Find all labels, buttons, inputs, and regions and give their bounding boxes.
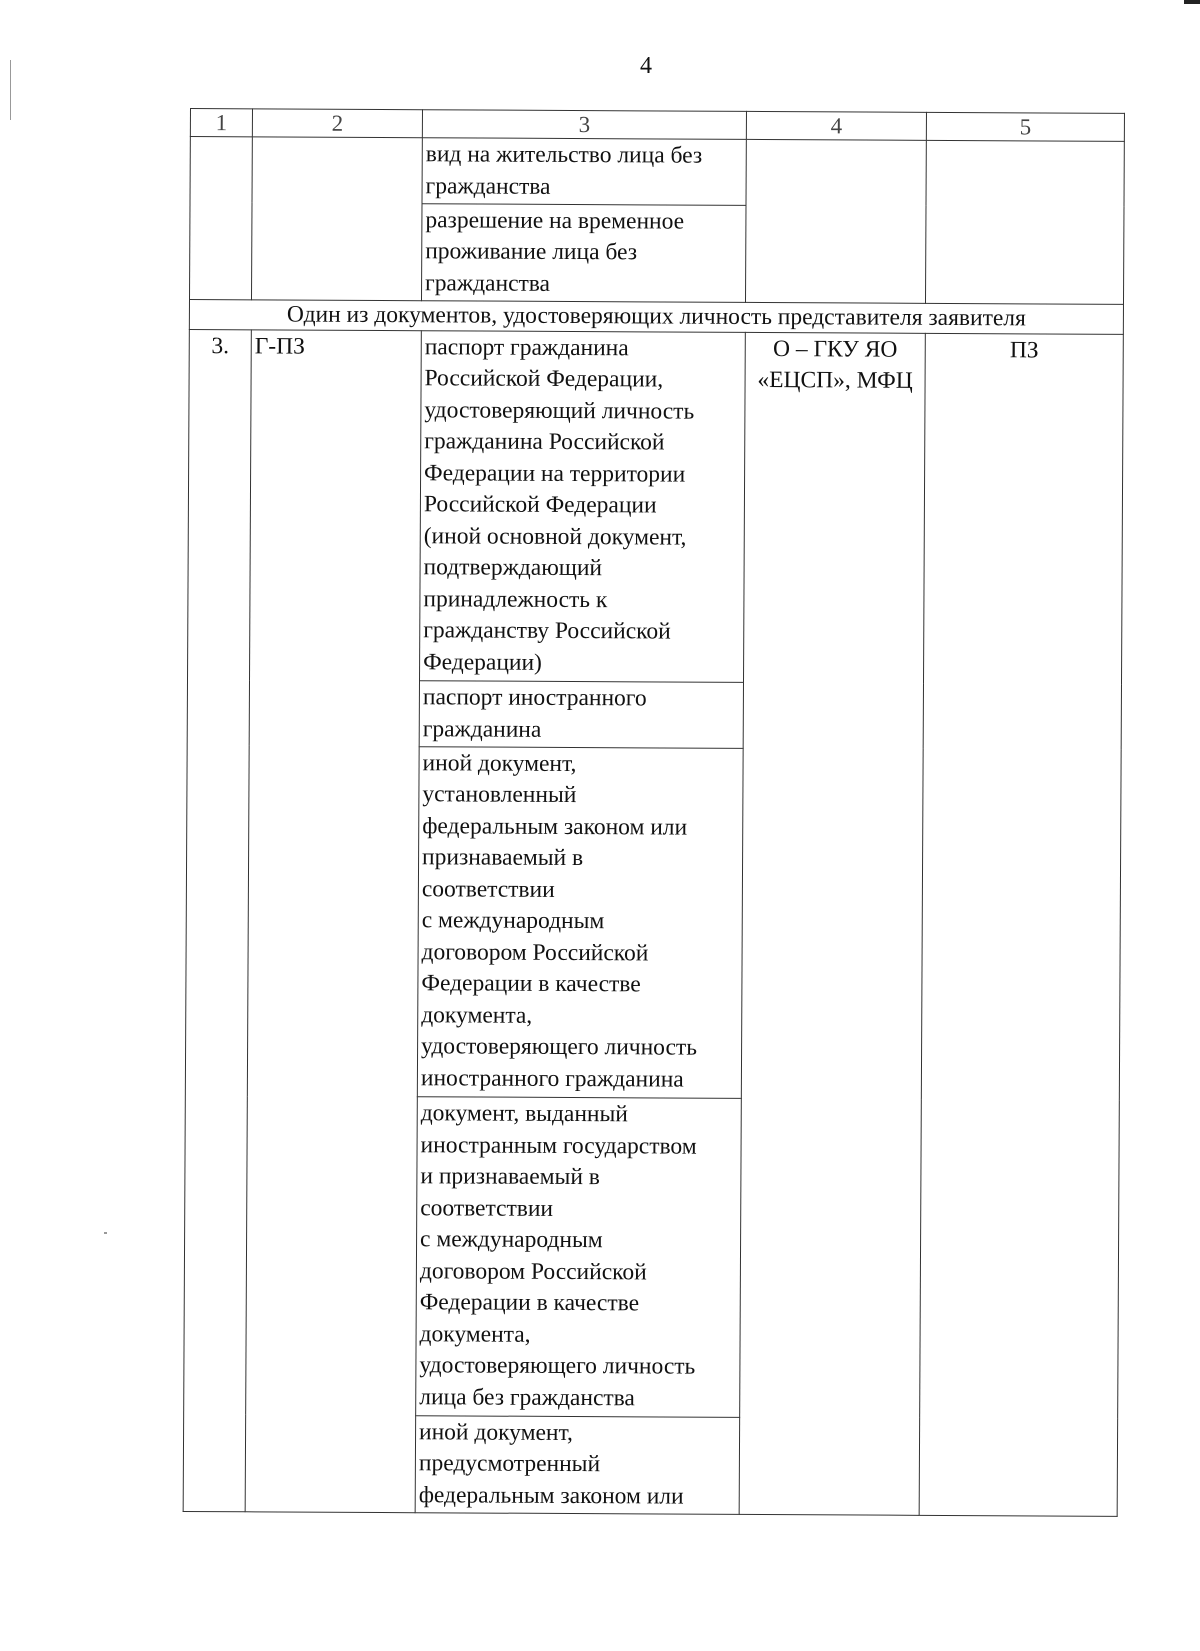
doc-stateless-person: документ, выданный иностранным государством и признаваемый в соответствии с международным договором Российской Федерации в качестве документа, удостоверяющего личность лица без гражданства bbox=[416, 1097, 742, 1418]
cont-col-4 bbox=[745, 140, 926, 303]
row-number: 3. bbox=[183, 329, 251, 1512]
table-row bbox=[188, 329, 1124, 684]
row-code: Г-ПЗ bbox=[245, 330, 421, 1513]
doc-foreign-passport: паспорт иностранного гражданина bbox=[419, 681, 743, 748]
header-col-4: 4 bbox=[746, 111, 926, 140]
scan-edge-mark bbox=[10, 60, 11, 120]
doc-other-foreign-citizen: иной документ, установленный федеральным законом или признаваемый в соответствии с международным договором Российской Федерации в качестве документа, удостоверяющего личность иностранного гражданина bbox=[417, 746, 743, 1098]
header-col-5: 5 bbox=[926, 112, 1124, 141]
section-title-row bbox=[189, 299, 1123, 334]
cont-doc-residence-permit: вид на жительство лица без гражданства bbox=[422, 138, 746, 205]
section-title: Один из документов, удостоверяющих личность представителя заявителя bbox=[189, 299, 1123, 334]
page-number: 4 bbox=[640, 53, 652, 79]
scan-speck bbox=[104, 1232, 107, 1234]
doc-russian-passport: паспорт гражданина Российской Федерации, удостоверяющий личность гражданина Российской Федерации на территории Российской Федерации (иной основной документ, подтверждающий принадлежность к гражданству Российской Федерации) bbox=[420, 330, 746, 682]
header-col-1: 1 bbox=[190, 109, 252, 137]
row-provider: О – ГКУ ЯО «ЕЦСП», МФЦ bbox=[739, 332, 925, 1515]
row-type: ПЗ bbox=[919, 333, 1123, 1516]
doc-other-federal-law: иной документ, предусмотренный федеральным законом или bbox=[415, 1416, 740, 1515]
cont-col-2 bbox=[251, 137, 422, 300]
document-sheet bbox=[183, 108, 1124, 1517]
cont-col-5 bbox=[925, 141, 1124, 304]
scan-corner-mark bbox=[1184, 0, 1200, 4]
table-row bbox=[190, 137, 1124, 207]
cont-doc-temporary-residence: разрешение на временное проживание лица без гражданства bbox=[421, 203, 746, 302]
documents-table bbox=[183, 108, 1125, 1517]
cont-col-1 bbox=[189, 137, 252, 300]
header-col-2: 2 bbox=[252, 109, 422, 138]
header-col-3: 3 bbox=[422, 110, 746, 140]
